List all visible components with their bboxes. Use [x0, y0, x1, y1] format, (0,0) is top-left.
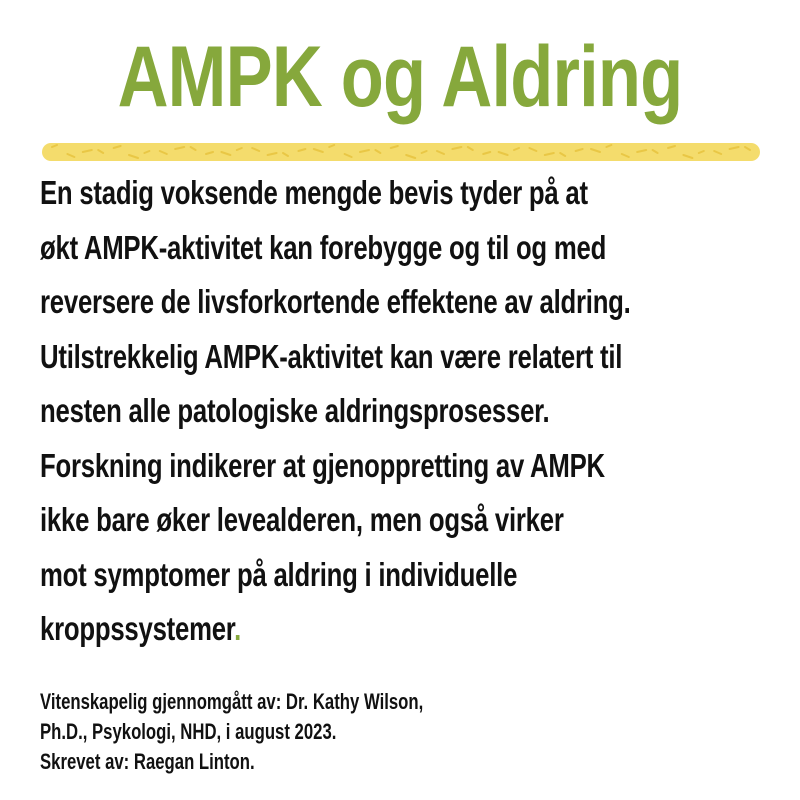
- paragraph-line-7: ikke bare øker levealderen, men også virker: [40, 501, 564, 538]
- paragraph-line-8: mot symptomer på aldring i individuelle: [40, 555, 518, 593]
- paragraph-line-3: reversere de livsforkortende effektene av aldring.: [40, 283, 631, 320]
- paragraph-last-words: kroppssystemer: [40, 610, 235, 647]
- paragraph-line-6: Forskning indikerer at gjenoppretting av AMPK: [40, 446, 605, 484]
- paragraph-line-1: En stadig voksende mengde bevis tyder på at: [40, 174, 588, 211]
- paragraph-line-9: [40, 602, 742, 657]
- credits-block: [40, 687, 648, 777]
- highlight-divider: [40, 141, 762, 163]
- reviewer-line-2: Ph.D., Psykologi, NHD, i august 2023.: [40, 719, 337, 744]
- main-paragraph: [40, 166, 742, 657]
- page-title: AMPK og Aldring: [117, 29, 683, 125]
- reviewer-line-1: Vitenskapelig gjennomgått av: Dr. Kathy Wilson,: [40, 689, 424, 714]
- author-line: Skrevet av: Raegan Linton.: [40, 749, 255, 774]
- paragraph-line-5: nesten alle patologiske aldringsprosesser.: [40, 392, 550, 429]
- paragraph-line-2: økt AMPK-aktivitet kan forebygge og til og med: [40, 228, 607, 266]
- accent-period: .: [234, 610, 242, 647]
- paragraph-line-4: Utilstrekkelig AMPK-aktivitet kan være relatert til: [40, 337, 623, 375]
